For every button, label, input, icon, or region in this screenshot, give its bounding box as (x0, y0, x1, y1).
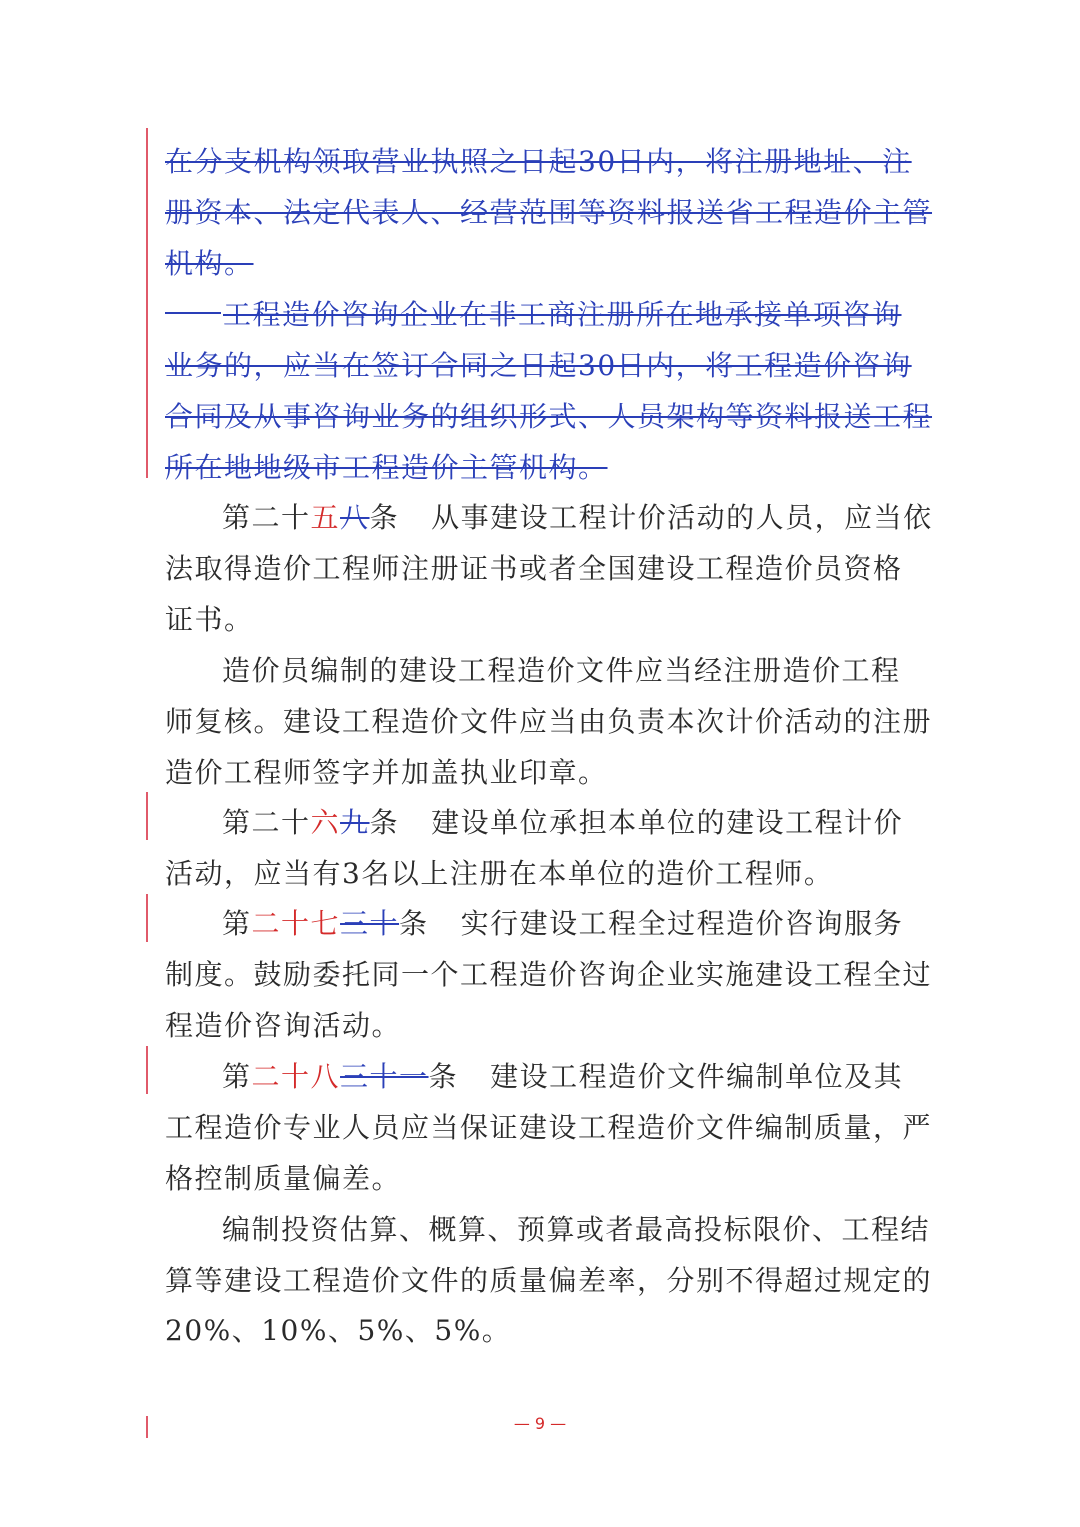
deleted-number: 九 (340, 806, 370, 839)
article-prefix: 第 (222, 907, 252, 940)
body-text-line: 编制投资估算、概算、预算或者最高投标限价、工程结 (222, 1213, 931, 1246)
inserted-number: 六 (310, 806, 341, 839)
body-text-line: 20%、10%、5%、5%。 (165, 1314, 512, 1347)
inserted-number: 二十八 (251, 1060, 341, 1093)
body-text-line: 格控制质量偏差。 (165, 1162, 402, 1195)
article-suffix: 条 (369, 806, 400, 839)
deleted-dash-mark (165, 312, 221, 314)
body-text-line: 算等建设工程造价文件的质量偏差率，分别不得超过规定的 (165, 1264, 933, 1297)
article-28-heading-line (222, 1052, 982, 1102)
article-25-heading-line (222, 493, 982, 543)
article-body: 实行建设工程全过程造价咨询服务 (460, 907, 904, 940)
article-suffix: 条 (399, 907, 429, 940)
page-number: — 9 — (513, 1414, 567, 1433)
revision-bar (146, 792, 148, 840)
deleted-text-line: 机构。 (165, 247, 254, 280)
article-prefix: 第 (222, 1060, 252, 1093)
body-text-line: 造价工程师签字并加盖执业印章。 (165, 756, 608, 789)
article-suffix: 条 (369, 501, 400, 534)
deleted-number: 三十 (340, 907, 400, 940)
article-body: 从事建设工程计价活动的人员，应当依 (431, 501, 933, 534)
inserted-number: 二十七 (251, 907, 341, 940)
deleted-number: 三十一 (340, 1060, 429, 1093)
body-text-line: 工程造价专业人员应当保证建设工程造价文件编制质量，严 (165, 1111, 933, 1144)
deleted-number: 八 (340, 501, 370, 534)
body-text-line: 程造价咨询活动。 (165, 1009, 402, 1042)
body-text-line: 证书。 (165, 603, 254, 636)
article-prefix: 第二十 (222, 501, 311, 534)
deleted-text: 工程造价咨询企业在非工商注册所在地承接单项咨询 (223, 298, 902, 331)
inserted-number: 五 (310, 501, 341, 534)
article-prefix: 第二十 (222, 806, 311, 839)
revision-bar (146, 1046, 148, 1094)
deleted-text-line (165, 290, 925, 340)
body-text-line: 活动，应当有3名以上注册在本单位的造价工程师。 (165, 857, 834, 890)
article-body: 建设单位承担本单位的建设工程计价 (431, 806, 904, 839)
body-text-line: 制度。鼓励委托同一个工程造价咨询企业实施建设工程全过 (165, 958, 933, 991)
revision-bar (146, 894, 148, 942)
deleted-text-line: 在分支机构领取营业执照之日起30日内，将注册地址、注 (165, 145, 912, 178)
deleted-text-line: 合同及从事咨询业务的组织形式、人员架构等资料报送工程 (165, 400, 933, 433)
article-27-heading-line (222, 899, 982, 949)
article-body: 建设工程造价文件编制单位及其 (490, 1060, 904, 1093)
article-26-heading-line (222, 798, 982, 848)
body-text-line: 师复核。建设工程造价文件应当由负责本次计价活动的注册 (165, 705, 933, 738)
body-text-line: 造价员编制的建设工程造价文件应当经注册造价工程 (222, 654, 901, 687)
article-suffix: 条 (428, 1060, 459, 1093)
deleted-text-line: 册资本、法定代表人、经营范围等资料报送省工程造价主管 (165, 196, 933, 229)
deleted-text-line: 业务的，应当在签订合同之日起30日内，将工程造价咨询 (165, 349, 912, 382)
deleted-text-line: 所在地地级市工程造价主管机构。 (165, 451, 608, 484)
revision-bar (146, 128, 148, 478)
body-text-line: 法取得造价工程师注册证书或者全国建设工程造价员资格 (165, 552, 903, 585)
